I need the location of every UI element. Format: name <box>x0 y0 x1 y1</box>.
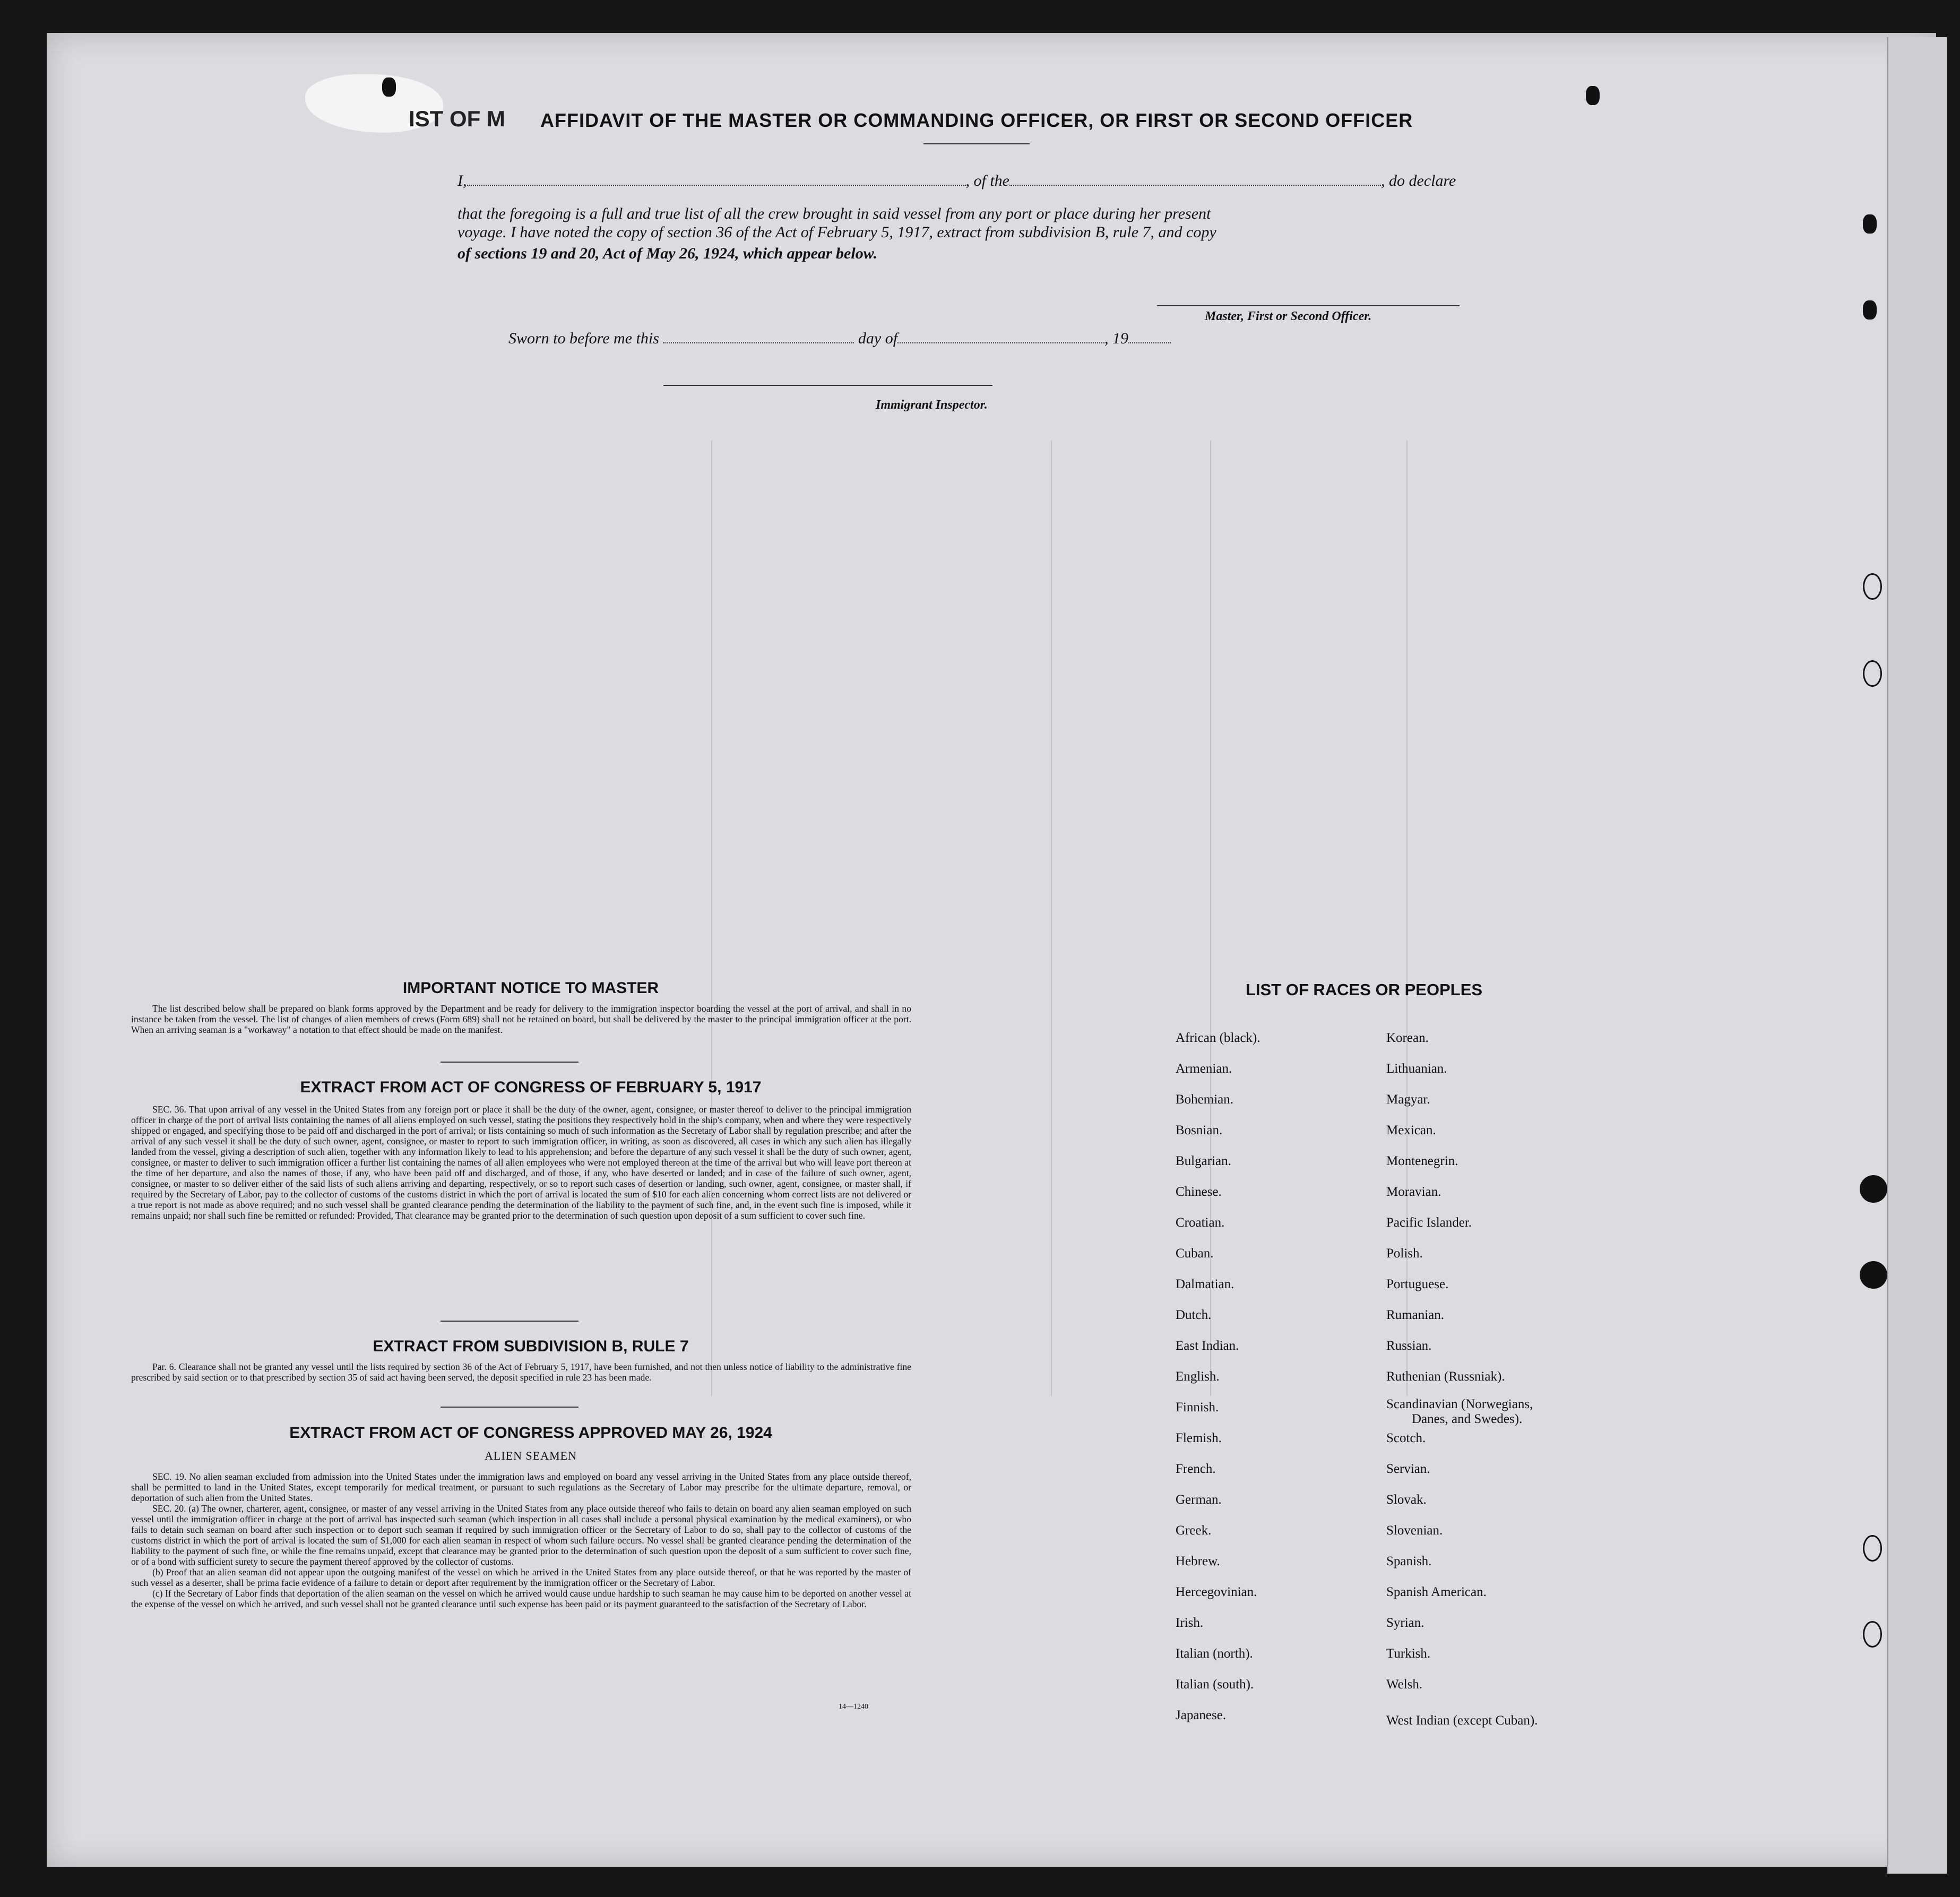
race-item: Russian. <box>1386 1339 1432 1353</box>
punch-hole <box>1863 300 1877 320</box>
race-item: Scotch. <box>1386 1431 1426 1445</box>
race-item: Croatian. <box>1176 1215 1225 1230</box>
inspector-signature-line <box>663 385 992 386</box>
section-divider <box>441 1062 578 1063</box>
punch-hole <box>1586 86 1600 105</box>
race-item: Italian (north). <box>1176 1646 1253 1661</box>
race-item: Bohemian. <box>1176 1092 1234 1107</box>
race-item: Hercegovinian. <box>1176 1585 1257 1599</box>
inspector-signature-caption: Immigrant Inspector. <box>876 398 988 412</box>
torn-heading-fragment: IST OF M <box>409 106 505 131</box>
race-item: Polish. <box>1386 1246 1423 1261</box>
extract-1924-text <box>131 1471 911 1609</box>
race-item: Ruthenian (Russniak). <box>1386 1369 1505 1384</box>
affidavit-line-2: that the foregoing is a full and true list of all the crew brought in said vessel from any port or place during her present <box>457 205 1211 222</box>
race-item: Portuguese. <box>1386 1277 1449 1291</box>
extract-1917-text: SEC. 36. That upon arrival of any vessel in the United States from any foreign port or place it shall be the duty of the owner, agent, consignee, or master thereof to deliver to the principal immigration officer in charge of the port of arrival lists containing the names of all aliens employed on such vessel, stating the positions they respectively hold in the ship's company, when and where they were respectively shipped or engaged, and specifying those to be paid off and discharged in the port of arrival; or lists containing so much of such information as the Secretary of Labor shall by regulation prescribe; and after the arrival of any such vessel it shall be the duty of such owner, agent, consignee, or master to report to such immigration officer, in writing, as soon as discovered, all cases in which any such alien has illegally landed from the vessel, giving a description of such alien, together with any information likely to lead to his apprehension; and before the departure of any such vessel it shall be the duty of such owner, agent, consignee, or master to deliver to such immigration officer a further list containing the names of all alien employees who were not employed thereon at the time of the arrival but who will leave port thereon at the time of her departure, and also the names of those, if any, who have been paid off and discharged, and of those, if any, who have deserted or landed; and in case of the failure of such owner, agent, consignee, or master to so deliver either of the said lists of such aliens arriving and departing, respectively, or so to report such cases of desertion or landing, such owner, agent, consignee, or master shall, if required by the Secretary of Labor, pay to the collector of customs of the customs district in which the port of arrival is located the sum of $10 for each alien concerning whom correct lists are not delivered or a true report is not made as above required; and no such vessel shall be granted clearance pending the determination of the liability to the payment of such fine, and, in the event such fine is imposed, while it remains unpaid; nor shall such fine be remitted or refunded: Provided, That clearance may be granted prior to the determination of such question upon deposit of a sum sufficient to cover such fine. <box>131 1104 911 1221</box>
punch-hole <box>1863 573 1882 600</box>
affidavit-line-4: of sections 19 and 20, Act of May 26, 1924, which appear below. <box>457 245 878 262</box>
underlying-page-edge <box>1887 37 1947 1874</box>
race-item: Japanese. <box>1176 1708 1227 1722</box>
race-item: Dutch. <box>1176 1308 1212 1322</box>
notice-text: The list described below shall be prepared on blank forms approved by the Department and be ready for delivery to the immigration inspector boarding the vessel at the port of arrival, and shall in no instance be taken from the vessel. The list of changes of alien members of crews (Form 689) shall not be retained on board, but shall be delivered by the master to the principal immigration officer at the port. When an arriving seaman is a "workaway" a notation to that effect should be made on the manifest. <box>131 1003 911 1035</box>
punch-hole <box>1863 214 1877 234</box>
race-item: West Indian (except Cuban). <box>1386 1713 1538 1728</box>
title-underline <box>923 143 1030 144</box>
race-item: Magyar. <box>1386 1092 1430 1107</box>
section-divider <box>441 1321 578 1322</box>
race-item: Scandinavian (Norwegians, <box>1386 1397 1533 1411</box>
section-20b: (b) Proof that an alien seaman did not appear upon the outgoing manifest of the vessel on which he arrived in the United States from any place outside thereof, or that he was reported by the master of such vessel as a deserter, shall be prima facie evidence of a failure to detain or deport after requirement by the immigration officer or the Secretary of Labor. <box>131 1567 911 1588</box>
race-item: Irish. <box>1176 1616 1204 1630</box>
extract-rule7-title: EXTRACT FROM SUBDIVISION B, RULE 7 <box>373 1338 689 1355</box>
punch-hole <box>1863 660 1882 687</box>
punch-hole <box>1863 1535 1882 1562</box>
race-item: Bulgarian. <box>1176 1154 1231 1168</box>
race-item: Turkish. <box>1386 1646 1431 1661</box>
extract-1917-title: EXTRACT FROM ACT OF CONGRESS OF FEBRUARY 5, 1917 <box>300 1079 762 1096</box>
race-item: Greek. <box>1176 1523 1212 1538</box>
race-item: Pacific Islander. <box>1386 1215 1472 1230</box>
race-item: Armenian. <box>1176 1062 1232 1076</box>
punch-hole <box>1863 1621 1882 1648</box>
master-signature-line <box>1157 305 1460 306</box>
race-item: Welsh. <box>1386 1677 1423 1692</box>
races-title: LIST OF RACES OR PEOPLES <box>1245 980 1483 999</box>
race-item: East Indian. <box>1176 1339 1239 1353</box>
sworn-line: Sworn to before me this day of , 19 <box>508 326 1570 350</box>
affidavit-line-1: I, , of the , do declare <box>457 172 1456 189</box>
race-item-continuation: Danes, and Swedes). <box>1412 1412 1523 1426</box>
extract-1924-subtitle: ALIEN SEAMEN <box>485 1449 577 1462</box>
affidavit-title: AFFIDAVIT OF THE MASTER OR COMMANDING OFFICER, OR FIRST OR SECOND OFFICER <box>540 109 1413 131</box>
race-item: Slovenian. <box>1386 1523 1443 1538</box>
race-item: Hebrew. <box>1176 1554 1220 1568</box>
punch-hole <box>382 77 396 97</box>
race-item: Flemish. <box>1176 1431 1222 1445</box>
race-item: Spanish. <box>1386 1554 1432 1568</box>
race-item: Mexican. <box>1386 1123 1436 1137</box>
race-item: Rumanian. <box>1386 1308 1445 1322</box>
race-item: English. <box>1176 1369 1220 1384</box>
race-item: Spanish American. <box>1386 1585 1487 1599</box>
race-item: Servian. <box>1386 1462 1430 1476</box>
race-item: Lithuanian. <box>1386 1062 1447 1076</box>
affidavit-line-3: voyage. I have noted the copy of section 36 of the Act of February 5, 1917, extract from subdivision B, rule 7, and copy <box>457 223 1216 241</box>
race-item: Slovak. <box>1386 1493 1427 1507</box>
race-item: French. <box>1176 1462 1216 1476</box>
master-signature-caption: Master, First or Second Officer. <box>1205 309 1372 323</box>
section-20c: (c) If the Secretary of Labor finds that deportation of the alien seaman on the vessel on which he arrived would cause undue hardship to such seaman he may cause him to be deported on another vessel at the expense of the vessel on which he arrived, and such vessel shall not be granted clearance until such expense has been paid or its payment guaranteed to the satisfaction of the Secretary of Labor. <box>131 1588 911 1609</box>
punch-hole <box>1860 1175 1887 1203</box>
extract-1924-title: EXTRACT FROM ACT OF CONGRESS APPROVED MAY 26, 1924 <box>289 1424 772 1442</box>
race-item: Dalmatian. <box>1176 1277 1234 1291</box>
race-item: Italian (south). <box>1176 1677 1254 1692</box>
race-item: Bosnian. <box>1176 1123 1223 1137</box>
race-item: German. <box>1176 1493 1222 1507</box>
section-divider <box>441 1407 578 1408</box>
section-19: SEC. 19. No alien seaman excluded from admission into the United States under the immigration laws and employed on board any vessel arriving in the United States from any place outside thereof, shall be permitted to land in the United States, except temporarily for medical treatment, or pursuant to such regulations as the Secretary of Labor may prescribe for the ultimate departure, removal, or deportation of such alien from the United States. <box>131 1471 911 1503</box>
race-item: Syrian. <box>1386 1616 1424 1630</box>
race-item: Finnish. <box>1176 1400 1219 1415</box>
race-item: Montenegrin. <box>1386 1154 1458 1168</box>
notice-title: IMPORTANT NOTICE TO MASTER <box>402 979 659 997</box>
form-number: 14—1240 <box>839 1703 868 1711</box>
extract-rule7-text: Par. 6. Clearance shall not be granted any vessel until the lists required by section 36 of the Act of February 5, 1917, have been furnished, and not then unless notice of liability to the administrative fine prescribed by said section or to that prescribed by section 35 of said act having been served, the deposit specified in rule 23 has been made. <box>131 1361 911 1383</box>
race-item: Chinese. <box>1176 1185 1222 1199</box>
race-item: Cuban. <box>1176 1246 1214 1261</box>
race-item: African (black). <box>1176 1031 1260 1045</box>
race-item: Korean. <box>1386 1031 1429 1045</box>
punch-hole <box>1860 1261 1887 1289</box>
race-item: Moravian. <box>1386 1185 1441 1199</box>
section-20a: SEC. 20. (a) The owner, charterer, agent, consignee, or master of any vessel arriving in the United States from any place outside thereof who fails to detain on board any alien seaman employed on such vessel until the immigration officer in charge at the port of arrival has inspected such seaman (which inspection in all cases shall include a personal physical examination by the medical examiners), or who fails to detain such seaman on board after such inspection or to deport such seaman if required by such immigration officer or the Secretary of Labor to do so, shall pay to the collector of customs of the customs district in which the port of arrival is located the sum of $1,000 for each alien seaman in respect of whom such failure occurs. No vessel shall be granted clearance pending the determination of the liability to the payment of such fine, or while the fine remains unpaid, except that clearance may be granted prior to the determination of such question upon the deposit of a sum sufficient to cover such fine, or of a bond with sufficient surety to secure the payment thereof approved by the collector of customs. <box>131 1503 911 1567</box>
